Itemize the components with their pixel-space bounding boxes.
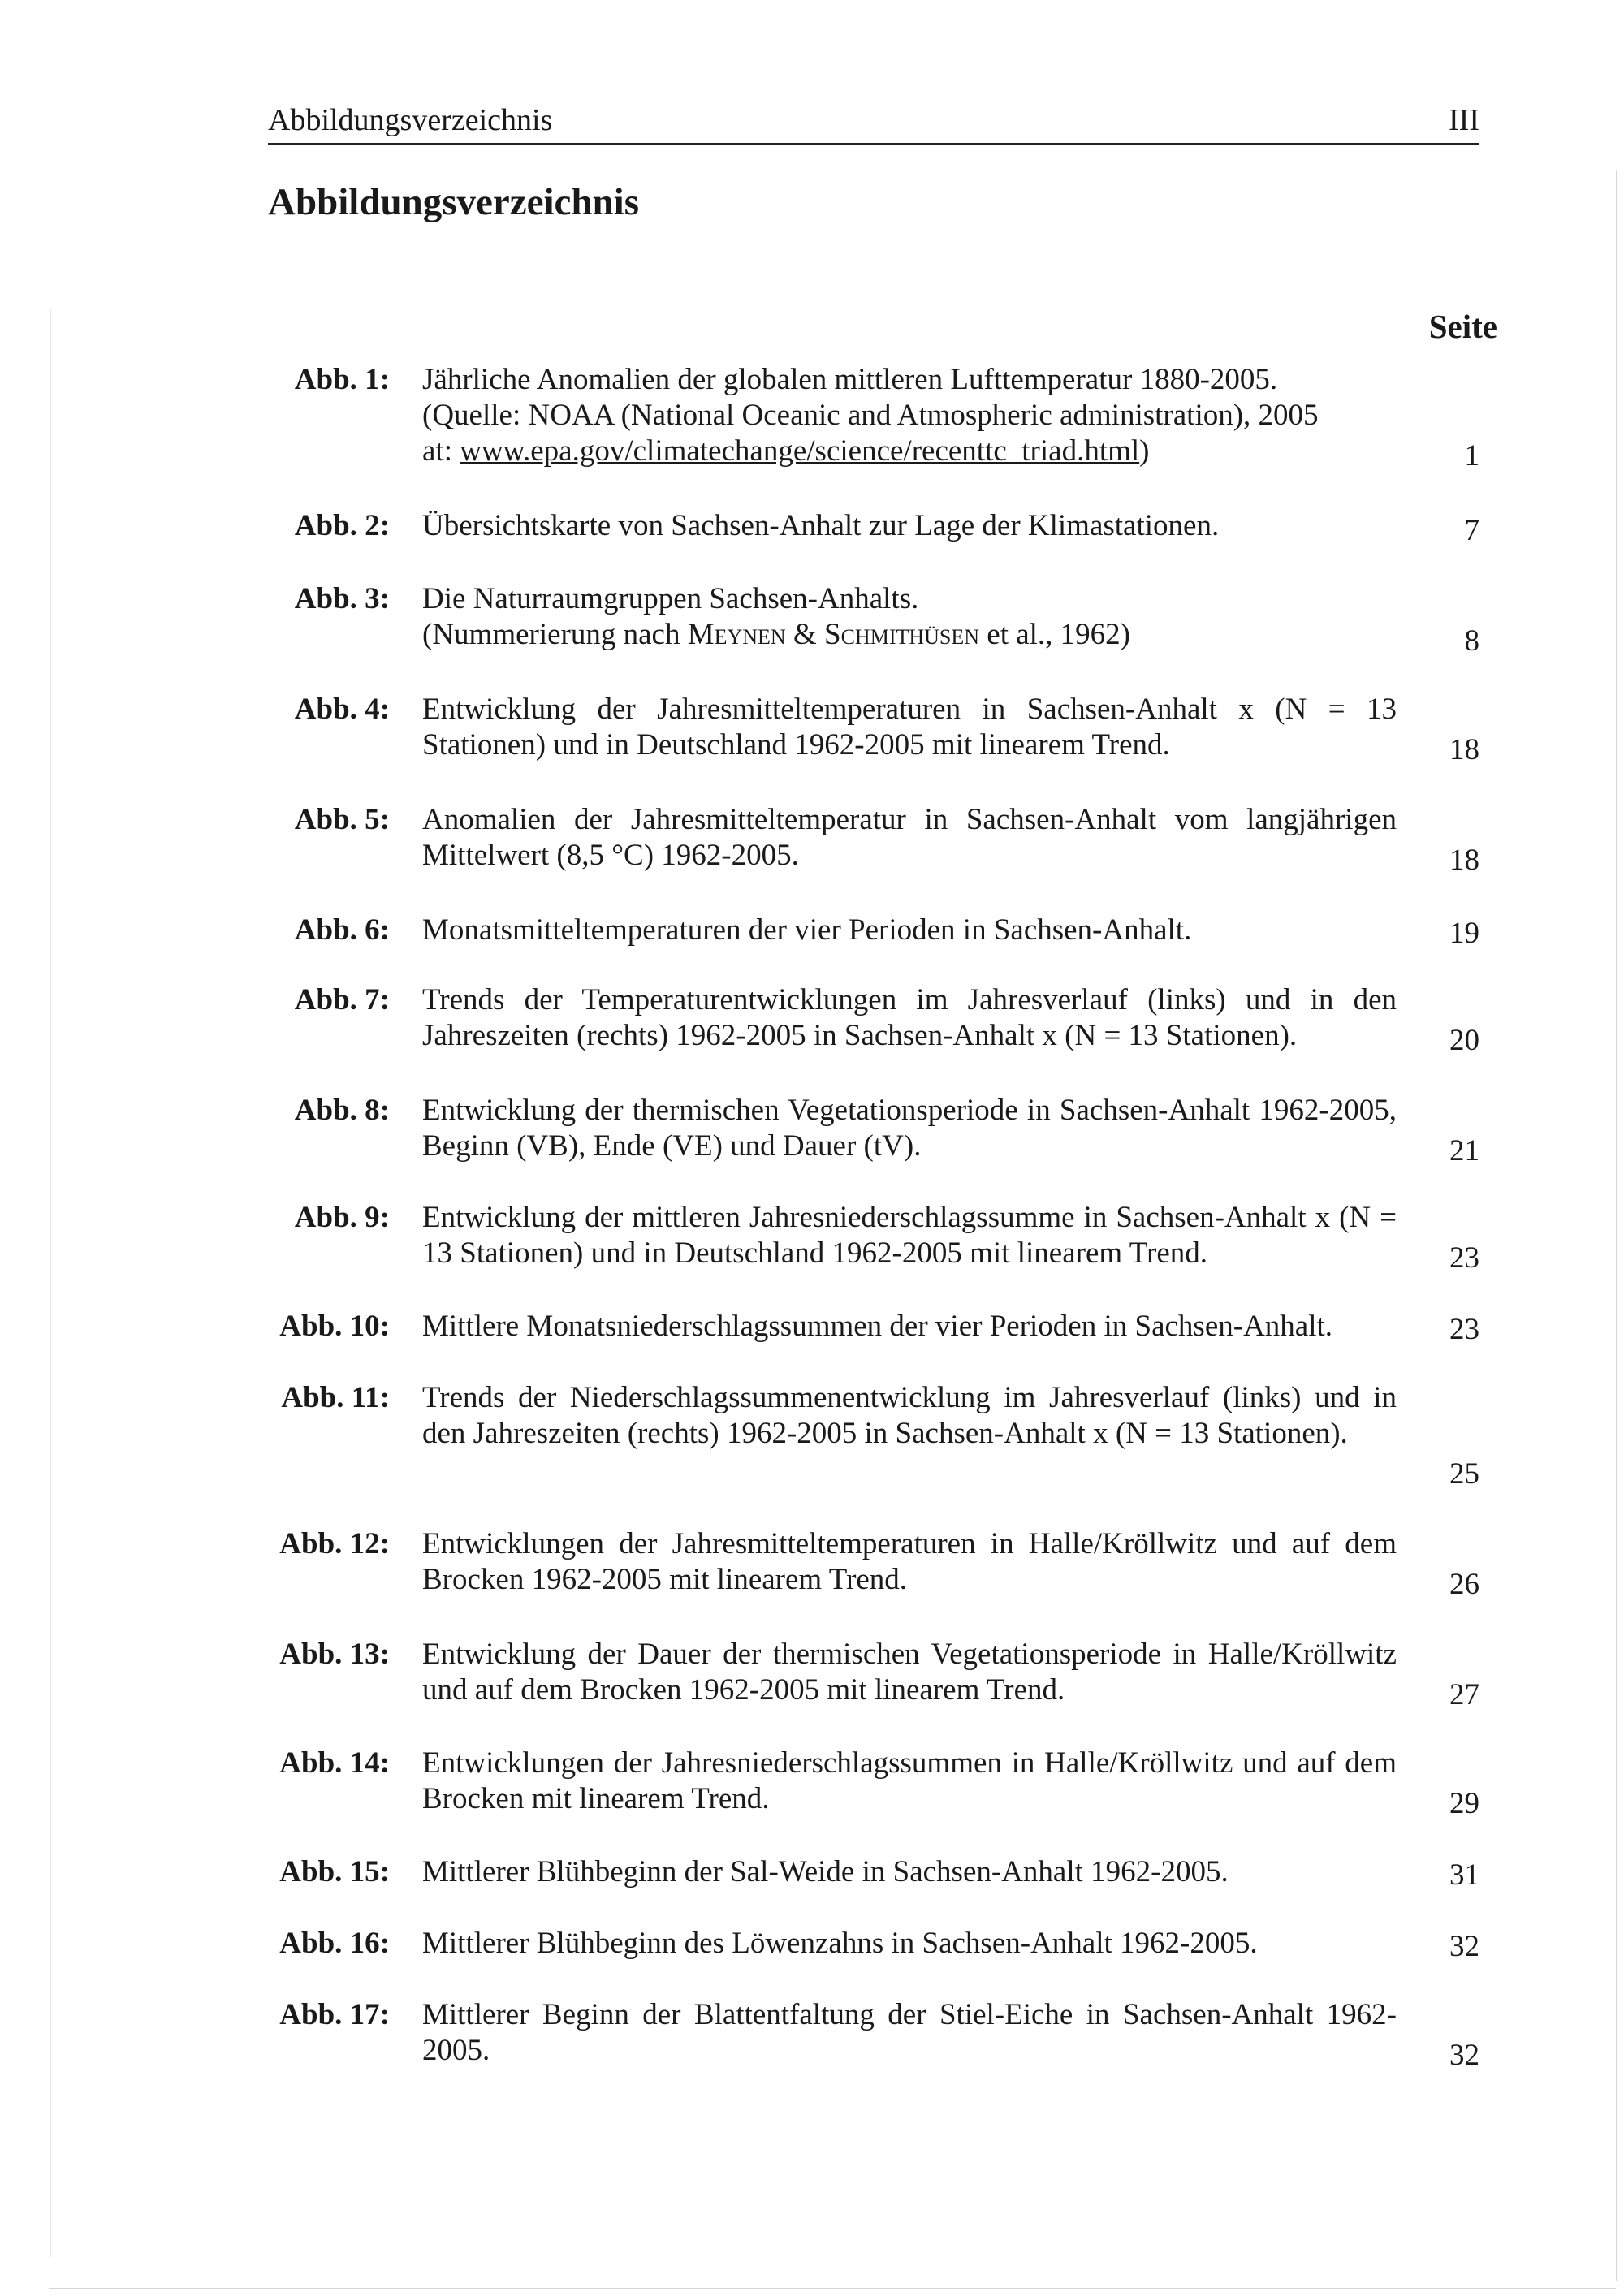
figure-page-number: 23: [1449, 1241, 1479, 1275]
page-column-label: Seite: [1428, 308, 1497, 345]
figure-number: Abb. 3:: [294, 582, 390, 615]
author-name: Schmithüsen: [824, 618, 980, 651]
caption-line: [422, 434, 1397, 469]
source-link[interactable]: www.epa.gov/climatechange/science/recenttc_triad.html: [460, 434, 1140, 468]
figure-page-number: 29: [1449, 1787, 1479, 1820]
figure-number: Abb. 7:: [294, 983, 390, 1016]
scan-edge-bottom: [49, 2288, 1616, 2289]
figure-number: Abb. 1:: [294, 363, 390, 396]
caption-text: et al., 1962): [979, 618, 1131, 651]
caption-text: &: [785, 618, 824, 651]
figure-page-number: 21: [1449, 1134, 1479, 1167]
figure-page-number: 20: [1449, 1024, 1479, 1057]
figure-caption: Monatsmitteltemperaturen der vier Perioden in Sachsen-Anhalt.: [422, 913, 1192, 947]
figure-number: Abb. 8:: [294, 1094, 390, 1127]
figure-page-number: 18: [1449, 733, 1479, 766]
figure-number: Abb. 5:: [294, 803, 390, 836]
figure-caption: Entwicklungen der Jahresmitteltemperaturen in Halle/Kröllwitz und auf dem Brocken 1962-2005 mit linearem Trend.: [422, 1527, 1397, 1596]
figure-page-number: 1: [1464, 439, 1479, 473]
figure-caption: Übersichtskarte von Sachsen-Anhalt zur Lage der Klimastationen.: [422, 509, 1220, 542]
figure-number: Abb. 17:: [279, 1998, 390, 2031]
scan-edge-left: [50, 309, 51, 2257]
figure-page-number: 8: [1464, 624, 1479, 658]
figure-number: Abb. 11:: [281, 1381, 390, 1414]
figure-number: Abb. 16:: [279, 1927, 390, 1960]
figure-number: Abb. 13:: [279, 1638, 390, 1671]
figure-caption: Entwicklung der Dauer der thermischen Vegetationsperiode in Halle/Kröllwitz und auf dem Brocken 1962-2005 mit linearem Trend.: [422, 1638, 1397, 1707]
running-header-page-number: III: [1449, 103, 1479, 137]
caption-link-prefix: at:: [422, 434, 460, 468]
figure-number: Abb. 2:: [294, 509, 390, 542]
running-header-title: Abbildungsverzeichnis: [268, 103, 553, 137]
figure-number: Abb. 15:: [279, 1855, 390, 1888]
figure-number: Abb. 4:: [294, 693, 390, 726]
figure-number: Abb. 14:: [279, 1746, 390, 1780]
figure-page-number: 32: [1449, 2039, 1479, 2072]
caption-line: [422, 617, 1397, 653]
caption-line: Jährliche Anomalien der globalen mittleren Lufttemperatur 1880-2005.: [422, 363, 1278, 396]
figure-page-number: 7: [1464, 514, 1479, 547]
figure-number: Abb. 12:: [279, 1527, 390, 1560]
figure-caption: Mittlerer Blühbeginn der Sal-Weide in Sachsen-Anhalt 1962-2005.: [422, 1855, 1229, 1888]
figure-caption: Entwicklungen der Jahresniederschlagssummen in Halle/Kröllwitz und auf dem Brocken mit linearem Trend.: [422, 1746, 1397, 1815]
figure-caption: Trends der Temperaturentwicklungen im Jahresverlauf (links) und in den Jahreszeiten (rechts) 1962-2005 in Sachsen-Anhalt x (N = 13 Stationen).: [422, 983, 1397, 1052]
figure-number: Abb. 10:: [279, 1310, 390, 1343]
figure-caption: [422, 581, 1397, 653]
figure-caption: Trends der Niederschlagssummenentwicklung im Jahresverlauf (links) und in den Jahreszeiten (rechts) 1962-2005 in Sachsen-Anhalt x (N = 13 Stationen).: [422, 1381, 1397, 1450]
figure-page-number: 23: [1449, 1313, 1479, 1346]
figure-page-number: 25: [1449, 1457, 1479, 1491]
figure-page-number: 19: [1449, 917, 1479, 950]
figure-page-number: 32: [1449, 1930, 1479, 1963]
figure-page-number: 26: [1449, 1568, 1479, 1601]
figure-caption: Entwicklung der Jahresmitteltemperaturen in Sachsen-Anhalt x (N = 13 Stationen) und in Deutschland 1962-2005 mit linearem Trend.: [422, 693, 1397, 762]
page-title: Abbildungsverzeichnis: [268, 181, 640, 223]
caption-text: (Nummerierung nach: [422, 618, 688, 651]
figure-caption: Mittlerer Beginn der Blattentfaltung der Stiel-Eiche in Sachsen-Anhalt 1962-2005.: [422, 1998, 1397, 2067]
running-header: [268, 96, 1479, 145]
author-name: Meynen: [687, 618, 786, 651]
figure-number: Abb. 6:: [294, 913, 390, 947]
figure-caption: Entwicklung der mittleren Jahresniederschlagssumme in Sachsen-Anhalt x (N = 13 Stationen) und in Deutschland 1962-2005 mit linearem Trend.: [422, 1201, 1397, 1270]
scan-edge-right: [1616, 170, 1617, 2281]
caption-line: Die Naturraumgruppen Sachsen-Anhalts.: [422, 582, 919, 615]
figure-number: Abb. 9:: [294, 1201, 390, 1234]
caption-line: (Quelle: NOAA (National Oceanic and Atmospheric administration), 2005: [422, 399, 1319, 432]
figure-caption: Entwicklung der thermischen Vegetationsperiode in Sachsen-Anhalt 1962-2005, Beginn (VB), Ende (VE) und Dauer (tV).: [422, 1094, 1397, 1163]
figure-caption: Mittlere Monatsniederschlagssummen der vier Perioden in Sachsen-Anhalt.: [422, 1310, 1333, 1343]
figure-caption: [422, 362, 1397, 469]
figure-page-number: 18: [1449, 844, 1479, 877]
caption-link-suffix: ): [1139, 434, 1150, 468]
figure-caption: Mittlerer Blühbeginn des Löwenzahns in Sachsen-Anhalt 1962-2005.: [422, 1927, 1258, 1960]
figure-caption: Anomalien der Jahresmitteltemperatur in Sachsen-Anhalt vom langjährigen Mittelwert (8,5 °C) 1962-2005.: [422, 803, 1397, 872]
figure-page-number: 31: [1449, 1858, 1479, 1892]
figure-page-number: 27: [1449, 1678, 1479, 1711]
